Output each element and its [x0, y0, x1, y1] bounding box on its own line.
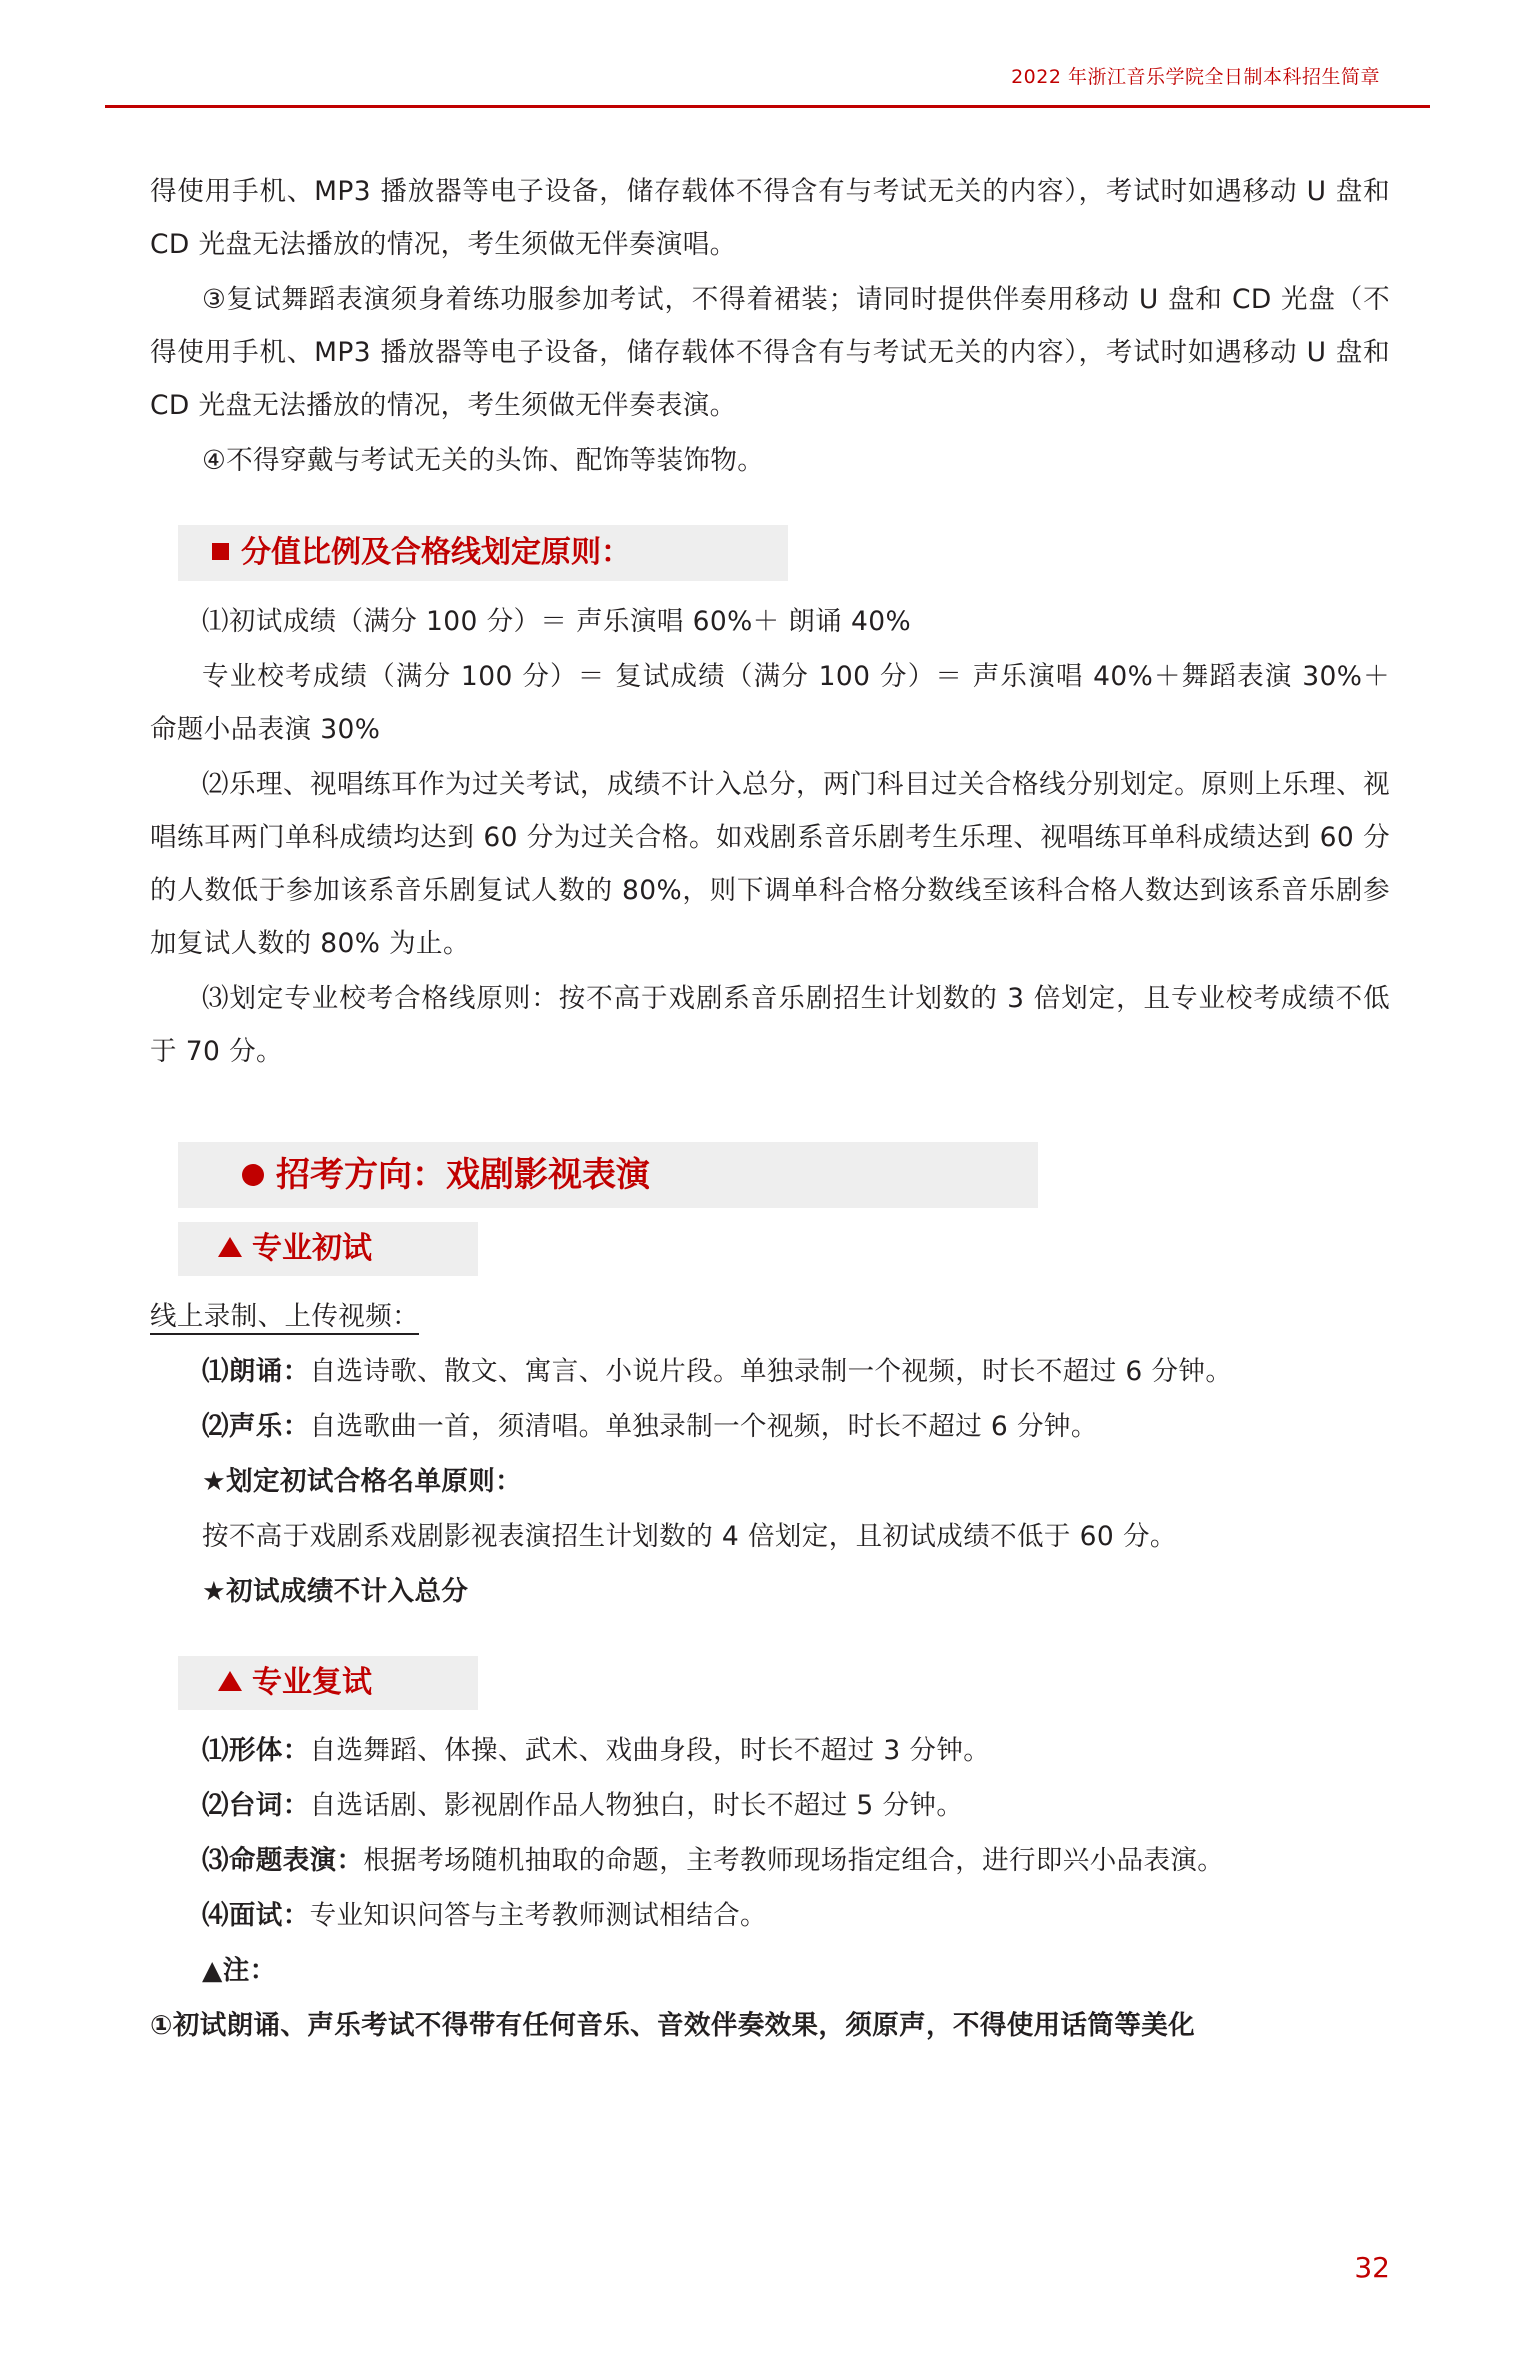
second-exam-item-2-title: ⑵台词：: [202, 1790, 310, 1821]
first-exam-item-1-title: ⑴朗诵：: [202, 1356, 310, 1387]
second-exam-item-1-title: ⑴形体：: [202, 1735, 310, 1766]
section-banner-second-exam: [178, 1656, 478, 1710]
second-exam-item-3: [150, 1834, 1390, 1887]
section-banner-scoring: [178, 525, 788, 581]
header-divider: [105, 105, 1430, 108]
second-exam-note-title: ▲注：: [202, 1955, 277, 1986]
second-exam-item-4: [150, 1889, 1390, 1942]
scoring-item-1: ⑴初试成绩（满分 100 分）＝ 声乐演唱 60%＋ 朗诵 40%: [202, 606, 912, 637]
first-exam-item-2-title: ⑵声乐：: [202, 1411, 310, 1442]
scoring-item-2: ⑵乐理、视唱练耳作为过关考试，成绩不计入总分，两门科目过关合格线分别划定。原则上乐理、视唱练耳两门单科成绩均达到 60 分为过关合格。如戏剧系音乐剧考生乐理、视唱练耳单科成绩达到 60 分的人数低于参加该系音乐剧复试人数的 80%，则下调单科合格分数线至该科合格人数达到该系音乐剧参加复试人数的 80% 为止。: [150, 769, 1390, 959]
square-bullet-icon: [212, 543, 229, 560]
section-banner-first-exam: [178, 1222, 478, 1276]
page-number: 32: [1354, 2251, 1390, 2284]
first-exam-method-label: [150, 1290, 1390, 1343]
section-banner-scoring-label: 分值比例及合格线划定原则：: [241, 535, 631, 570]
section-banner-first-exam-label: 专业初试: [252, 1231, 372, 1266]
first-exam-item-2-text: 自选歌曲一首，须清唱。单独录制一个视频，时长不超过 6 分钟。: [309, 1411, 1098, 1442]
header-title: 2022 年浙江音乐学院全日制本科招生简章: [1011, 66, 1380, 88]
second-exam-note-1: ①初试朗诵、声乐考试不得带有任何音乐、音效伴奏效果，须原声，不得使用话筒等美化: [150, 2010, 1196, 2041]
second-exam-item-3-title: ⑶命题表演：: [202, 1845, 364, 1876]
page-content: [150, 165, 1390, 2054]
first-exam-item-1-text: 自选诗歌、散文、寓言、小说片段。单独录制一个视频，时长不超过 6 分钟。: [309, 1356, 1233, 1387]
circle-bullet-icon: [242, 1164, 264, 1186]
paragraph-note-3: ③复试舞蹈表演须身着练功服参加考试，不得着裙装；请同时提供伴奏用移动 U 盘和 CD 光盘（不得使用手机、MP3 播放器等电子设备，储存载体不得含有与考试无关的内容），考试时如遇移动 U 盘和 CD 光盘无法播放的情况，考生须做无伴奏表演。: [150, 284, 1390, 421]
triangle-bullet-icon-2: [218, 1671, 242, 1691]
second-exam-item-1: [150, 1724, 1390, 1777]
second-exam-item-4-text: 专业知识问答与主考教师测试相结合。: [309, 1900, 767, 1931]
section-banner-second-exam-label: 专业复试: [252, 1665, 372, 1700]
first-exam-rule-title: ★划定初试合格名单原则：: [202, 1466, 523, 1497]
first-exam-item-1: [150, 1345, 1390, 1398]
first-exam-item-2: [150, 1400, 1390, 1453]
triangle-bullet-icon: [218, 1237, 242, 1257]
first-exam-rule-text: 按不高于戏剧系戏剧影视表演招生计划数的 4 倍划定，且初试成绩不低于 60 分。: [202, 1521, 1177, 1552]
second-exam-item-2: [150, 1779, 1390, 1832]
scoring-item-1b: 专业校考成绩（满分 100 分）＝ 复试成绩（满分 100 分）＝ 声乐演唱 40%＋舞蹈表演 30%＋ 命题小品表演 30%: [150, 661, 1390, 745]
page-header: [0, 62, 1535, 122]
section-banner-direction-label: 招考方向：戏剧影视表演: [276, 1155, 650, 1195]
scoring-item-3: ⑶划定专业校考合格线原则：按不高于戏剧系音乐剧招生计划数的 3 倍划定，且专业校考成绩不低于 70 分。: [150, 983, 1390, 1067]
second-exam-item-4-title: ⑷面试：: [202, 1900, 310, 1931]
section-banner-direction: [178, 1142, 1038, 1208]
second-exam-item-1-text: 自选舞蹈、体操、武术、戏曲身段，时长不超过 3 分钟。: [309, 1735, 991, 1766]
first-exam-score-note: ★初试成绩不计入总分: [202, 1576, 469, 1607]
second-exam-item-3-text: 根据考场随机抽取的命题，主考教师现场指定组合，进行即兴小品表演。: [363, 1845, 1225, 1876]
paragraph-continuation: 得使用手机、MP3 播放器等电子设备，储存载体不得含有与考试无关的内容），考试时如遇移动 U 盘和 CD 光盘无法播放的情况，考生须做无伴奏演唱。: [150, 176, 1390, 260]
paragraph-note-4: ④不得穿戴与考试无关的头饰、配饰等装饰物。: [202, 445, 765, 476]
first-exam-method-text: 线上录制、上传视频：: [150, 1301, 419, 1332]
second-exam-item-2-text: 自选话剧、影视剧作品人物独白，时长不超过 5 分钟。: [309, 1790, 964, 1821]
